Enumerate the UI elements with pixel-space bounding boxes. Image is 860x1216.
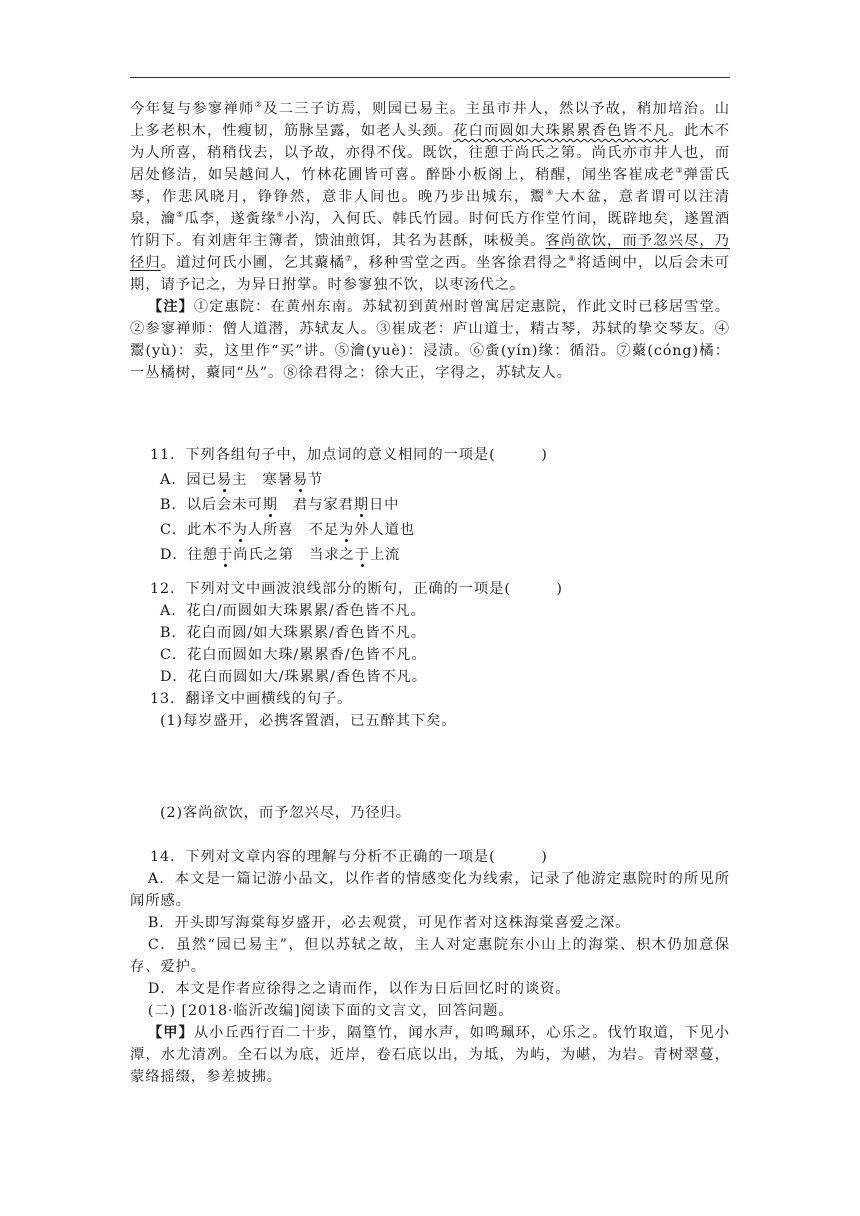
dotted-word: 期 — [262, 497, 278, 513]
section-text — [130, 1022, 730, 1088]
passage — [130, 98, 730, 384]
dotted-word: 于 — [354, 547, 370, 563]
question-stem: 11．下列各组句子中，加点词的意义相同的一项是( ) — [150, 447, 548, 463]
dotted-word: 期 — [353, 497, 369, 513]
section-label: 【甲】 — [147, 1025, 194, 1041]
translation-sentence-2: (2)客尚欲饮，而予忽兴尽，乃径归。 — [160, 805, 411, 821]
option-b: B．开头即写海棠每岁盛开，必去观赏，可见作者对这株海棠喜爱之深。 — [147, 915, 631, 931]
option-a: A．本文是一篇记游小品文，以作者的情感变化为线索，记录了他游定惠院时的所见所闻所感。 — [130, 871, 730, 909]
passage-text: 及二三子访焉，则园已易主。主虽市井人，然以予故，稍加培治。山上多老枳木，性瘦韧，筋脉呈露，如老人头颈。 — [130, 101, 730, 139]
passage-text: 今年复与参寥禅师 — [130, 101, 255, 117]
option-d: D．花白而圆如大/珠累累/香色皆不凡。 — [160, 669, 427, 685]
passage-text: 瓜李，遂夤缘 — [184, 211, 277, 227]
passage-text: 弹雷氏琴，作悲风晓月，铮铮然，意非人间也。晚乃步出城东，鬻 — [130, 167, 730, 205]
question-stem: 14．下列对文章内容的理解与分析不正确的一项是( ) — [150, 849, 548, 865]
passage-paragraph — [130, 98, 730, 296]
passage-text: 将适闽中，以后会未可期，请予记之，为异日拊掌。时参寥独不饮，以枣汤代之。 — [130, 255, 730, 293]
footnote-mark: ④ — [545, 188, 555, 198]
option-a: A．花白/而圆如大珠累累/香色皆不凡。 — [160, 603, 426, 619]
footnote-mark: ⑤ — [176, 210, 185, 220]
footnote-mark: ⑦ — [345, 254, 354, 264]
underlined-sentence: 客尚欲饮，而予忽兴尽，乃径归 — [130, 233, 730, 271]
section-heading: (二) [2018·临沂改编]阅读下面的文言文，回答问题。 — [147, 1003, 514, 1019]
translation-sentence-1: (1)每岁盛开，必携客置酒，已五醉其下矣。 — [160, 713, 457, 729]
section-body: 从小丘西行百二十步，隔篁竹，闻水声，如鸣珮环，心乐之。伐竹取道，下见小潭，水尤清冽。全石以为底，近岸，卷石底以出，为坻，为屿，为嵁，为岩。青树翠蔓，蒙络摇缀，参差披拂。 — [130, 1025, 730, 1085]
footnote-mark: ② — [254, 100, 264, 110]
option-a: A．园已易主 寒暑易节 — [160, 472, 324, 488]
footnote-mark: ③ — [675, 166, 684, 176]
option-c: C．虽然“园已易主”，但以苏轼之故，主人对定惠院东小山上的海棠、枳木仍加意保存、爱护。 — [130, 937, 730, 975]
passage-text: 小沟，入何氏、韩氏竹园。时何氏方作堂竹间，既辟地矣，遂置酒竹阴下。有刘唐年主簿者，馈油煎饵，其名为甚酥，味极美。 — [130, 211, 731, 249]
passage-text: 。此木不为人所喜，稍稍伐去，以予故，亦得不伐。既饮，往憩于尚氏之第。尚氏亦市井人也，而居处修洁，如吴越间人，竹林花圃皆可喜。醉卧小板阁上，稍醒，闻坐客崔成老 — [130, 123, 730, 183]
option-b: B．花白而圆/如大珠累累/香色皆不凡。 — [160, 625, 426, 641]
wavy-underlined-sentence: 花白而圆如大珠累累香色皆不凡 — [453, 123, 669, 139]
question-stem: 12．下列对文中画波浪线部分的断句，正确的一项是( ) — [150, 581, 563, 597]
notes-text: ①定惠院：在黄州东南。苏轼初到黄州时曾寓居定惠院，作此文时已移居雪堂。②参寥禅师：僧人道潜，苏轼友人。③崔成老：庐山道士，精古琴，苏轼的挚交琴友。④鬻(yù)：卖，这里作“买”讲。⑤瀹(yuè)：浸渍。⑥夤(yín)缘：循沿。⑦藂(cóng)橘：一丛橘树，藂同“丛”。⑧徐君得之：徐大正，字得之，苏轼友人。 — [130, 299, 730, 381]
option-b: B．以后会未可期 君与家君期日中 — [160, 497, 400, 513]
dotted-word: 为 — [339, 522, 355, 538]
passage-text: ，移种雪堂之西。坐客徐君得之 — [353, 255, 569, 271]
question-stem: 13．翻译文中画横线的句子。 — [150, 691, 353, 707]
option-c: C．花白而圆如大珠/累累香/色皆不凡。 — [160, 647, 427, 663]
option-d: D．往憩于尚氏之第 当求之于上流 — [160, 547, 401, 563]
dotted-word: 易 — [216, 472, 233, 488]
dotted-word: 为 — [232, 522, 248, 538]
notes-paragraph — [130, 296, 730, 384]
dotted-word: 于 — [217, 547, 234, 563]
passage-text: 。道过何氏小圃，乞其藂橘 — [160, 255, 346, 271]
question-14-options — [130, 868, 730, 1088]
option-d: D．本文是作者应徐得之之请而作，以作为日后回忆时的谈资。 — [147, 981, 571, 997]
dotted-word: 易 — [292, 472, 309, 488]
footnote-mark: ⑥ — [276, 210, 285, 220]
option-c: C．此木不为人所喜 不足为外人道也 — [160, 522, 416, 538]
notes-label: 【注】 — [147, 299, 194, 315]
header-rule — [130, 77, 730, 78]
footnote-mark: ⑧ — [568, 254, 577, 264]
passage-text: 大木盆，意者谓可以注清泉，瀹 — [130, 189, 730, 227]
